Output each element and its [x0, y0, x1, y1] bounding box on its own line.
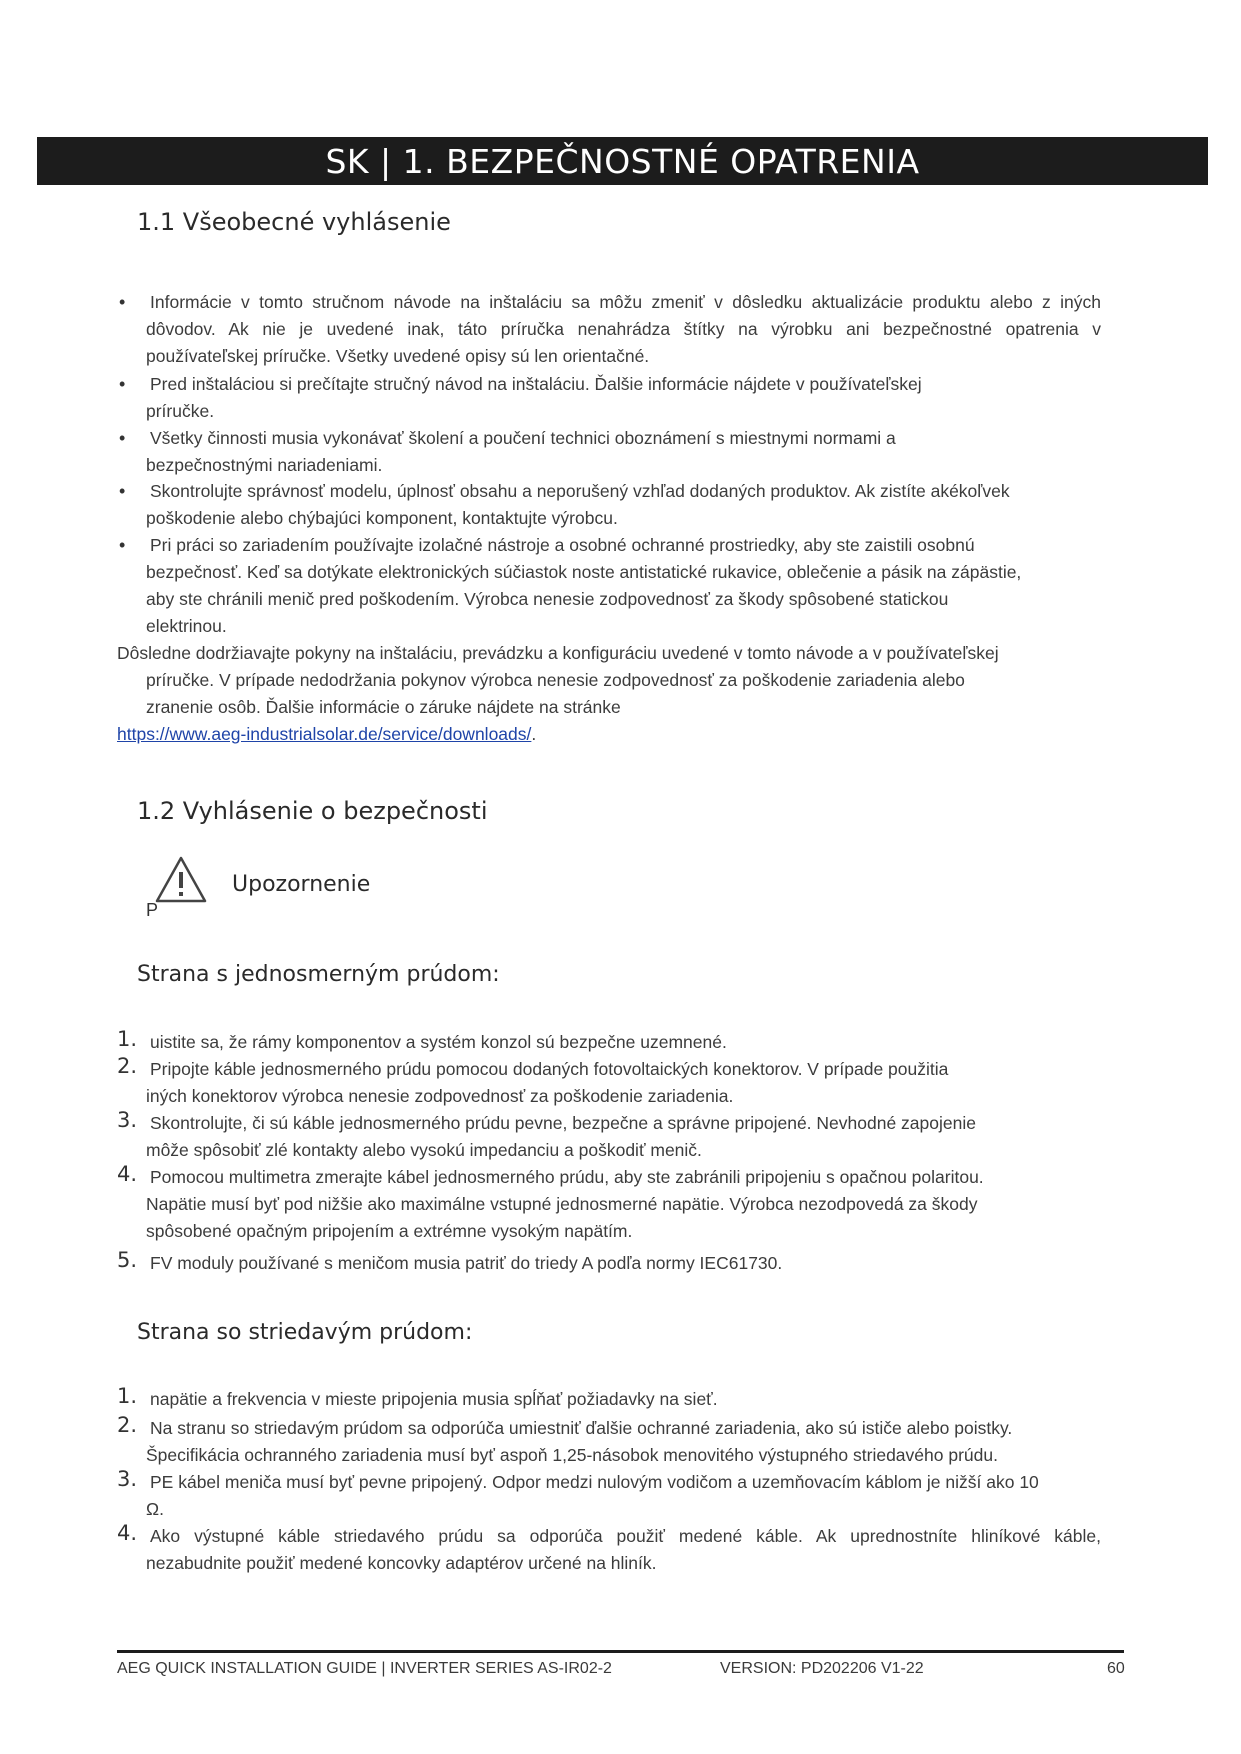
footer-version: VERSION: PD202206 V1-22: [720, 1660, 924, 1677]
list-number: 4.: [117, 1162, 138, 1186]
list-number: 1.: [117, 1384, 138, 1408]
bullet-marker: •: [119, 481, 126, 501]
list-number: 2.: [117, 1054, 138, 1078]
bullet-marker: •: [119, 292, 126, 312]
bullet-marker: •: [119, 428, 126, 448]
list-item: Ako výstupné káble striedavého prúdu sa odporúča použiť medené káble. Ak uprednostníte hliníkové káble, nezabudnite použiť medené koncovky adaptérov určené na hliník.: [146, 1526, 1101, 1573]
heading-general-statement: 1.1 Všeobecné vyhlásenie: [137, 208, 451, 236]
warning-label: Upozornenie: [232, 872, 371, 897]
list-item: Informácie v tomto stručnom návode na inštaláciu sa môžu zmeniť v dôsledku aktualizácie produktu alebo z iných dôvodov. Ak nie je uvedené inak, táto príručka nenahrádza štítky na výrobku ani bezpečnostné opatrenia v používateľskej príručke. Všetky uvedené opisy sú len orientačné.: [146, 292, 1101, 366]
list-item: Všetky činnosti musia vykonávať školení a poučení technici oboznámení s miestnymi normami a bezpečnostnými nariadeniami.: [146, 428, 896, 475]
list-number: 2.: [117, 1413, 138, 1437]
list-number: 1.: [117, 1027, 138, 1051]
list-item: Pomocou multimetra zmerajte kábel jednosmerného prúdu, aby ste zabránili pripojeniu s opačnou polaritou. Napätie musí byť pod nižšie ako maximálne vstupné jednosmerné napätie. Výrobca nezodpovedá za škody spôsobené opačným pripojením a extrémne vysokým napätím.: [146, 1167, 984, 1241]
bullet-marker: •: [119, 374, 126, 394]
list-number: 3.: [117, 1108, 138, 1132]
page-number: 60: [1107, 1660, 1125, 1677]
heading-safety-statement: 1.2 Vyhlásenie o bezpečnosti: [137, 797, 488, 825]
list-item: FV moduly používané s meničom musia patriť do triedy A podľa normy IEC61730.: [150, 1253, 783, 1273]
list-item: napätie a frekvencia v mieste pripojenia musia spĺňať požiadavky na sieť.: [150, 1389, 718, 1409]
footer-guide-title: AEG QUICK INSTALLATION GUIDE | INVERTER SERIES AS-IR02-2: [117, 1660, 612, 1677]
list-item: Pred inštaláciou si prečítajte stručný návod na inštaláciu. Ďalšie informácie nájdete v používateľskej príručke.: [146, 374, 922, 421]
list-item: PE kábel meniča musí byť pevne pripojený. Odpor medzi nulovým vodičom a uzemňovacím káblom je nižší ako 10 Ω.: [146, 1472, 1039, 1519]
list-item: Skontrolujte, či sú káble jednosmerného prúdu pevne, bezpečne a správne pripojené. Nevhodné zapojenie môže spôsobiť zlé kontakty alebo vysokú impedanciu a poškodiť menič.: [146, 1113, 976, 1160]
warning-prefix: P: [146, 900, 159, 920]
list-number: 3.: [117, 1467, 138, 1491]
footer-divider: [117, 1650, 1124, 1653]
closing-paragraph: Dôsledne dodržiavajte pokyny na inštaláciu, prevádzku a konfiguráciu uvedené v tomto návode a v používateľskej príručke. V prípade nedodržania pokynov výrobca nenesie zodpovednosť za poškodenie zariadenia alebo zranenie osôb. Ďalšie informácie o záruke nájdete na stránke https://www.aeg-industrialsolar.de/service/downloads/.: [117, 643, 999, 744]
list-item: Na stranu so striedavým prúdom sa odporúča umiestniť ďalšie ochranné zariadenia, ako sú ističe alebo poistky. Špecifikácia ochranného zariadenia musí byť aspoň 1,25-násobok menovitého výstupného striedavého prúdu.: [146, 1418, 1013, 1465]
list-item: Pri práci so zariadením používajte izolačné nástroje a osobné ochranné prostriedky, aby ste zaistili osobnú bezpečnosť. Keď sa dotýkate elektronických súčiastok noste antistatické rukavice, oblečenie a pásik na zápästie, aby ste chránili menič pred poškodením. Výrobca nenesie zodpovednosť za škody spôsobené statickou elektrinou.: [146, 535, 1022, 636]
heading-ac-side: Strana so striedavým prúdom:: [137, 1320, 473, 1345]
list-number: 5.: [117, 1248, 138, 1272]
list-item: uistite sa, že rámy komponentov a systém konzol sú bezpečne uzemnené.: [150, 1032, 727, 1052]
list-item: Skontrolujte správnosť modelu, úplnosť obsahu a neporušený vzhľad dodaných produktov. Ak zistíte akékoľvek poškodenie alebo chýbajúci komponent, kontaktujte výrobcu.: [146, 481, 1010, 528]
heading-dc-side: Strana s jednosmerným prúdom:: [137, 962, 500, 987]
downloads-link[interactable]: https://www.aeg-industrialsolar.de/service/downloads/: [117, 724, 532, 744]
list-number: 4.: [117, 1521, 138, 1545]
section-banner: SK | 1. BEZPEČNOSTNÉ OPATRENIA: [37, 137, 1208, 185]
warning-icon: [154, 855, 208, 905]
list-item: Pripojte káble jednosmerného prúdu pomocou dodaných fotovoltaických konektorov. V prípade použitia iných konektorov výrobca nenesie zodpovednosť za poškodenie zariadenia.: [146, 1059, 949, 1106]
bullet-marker: •: [119, 535, 126, 555]
